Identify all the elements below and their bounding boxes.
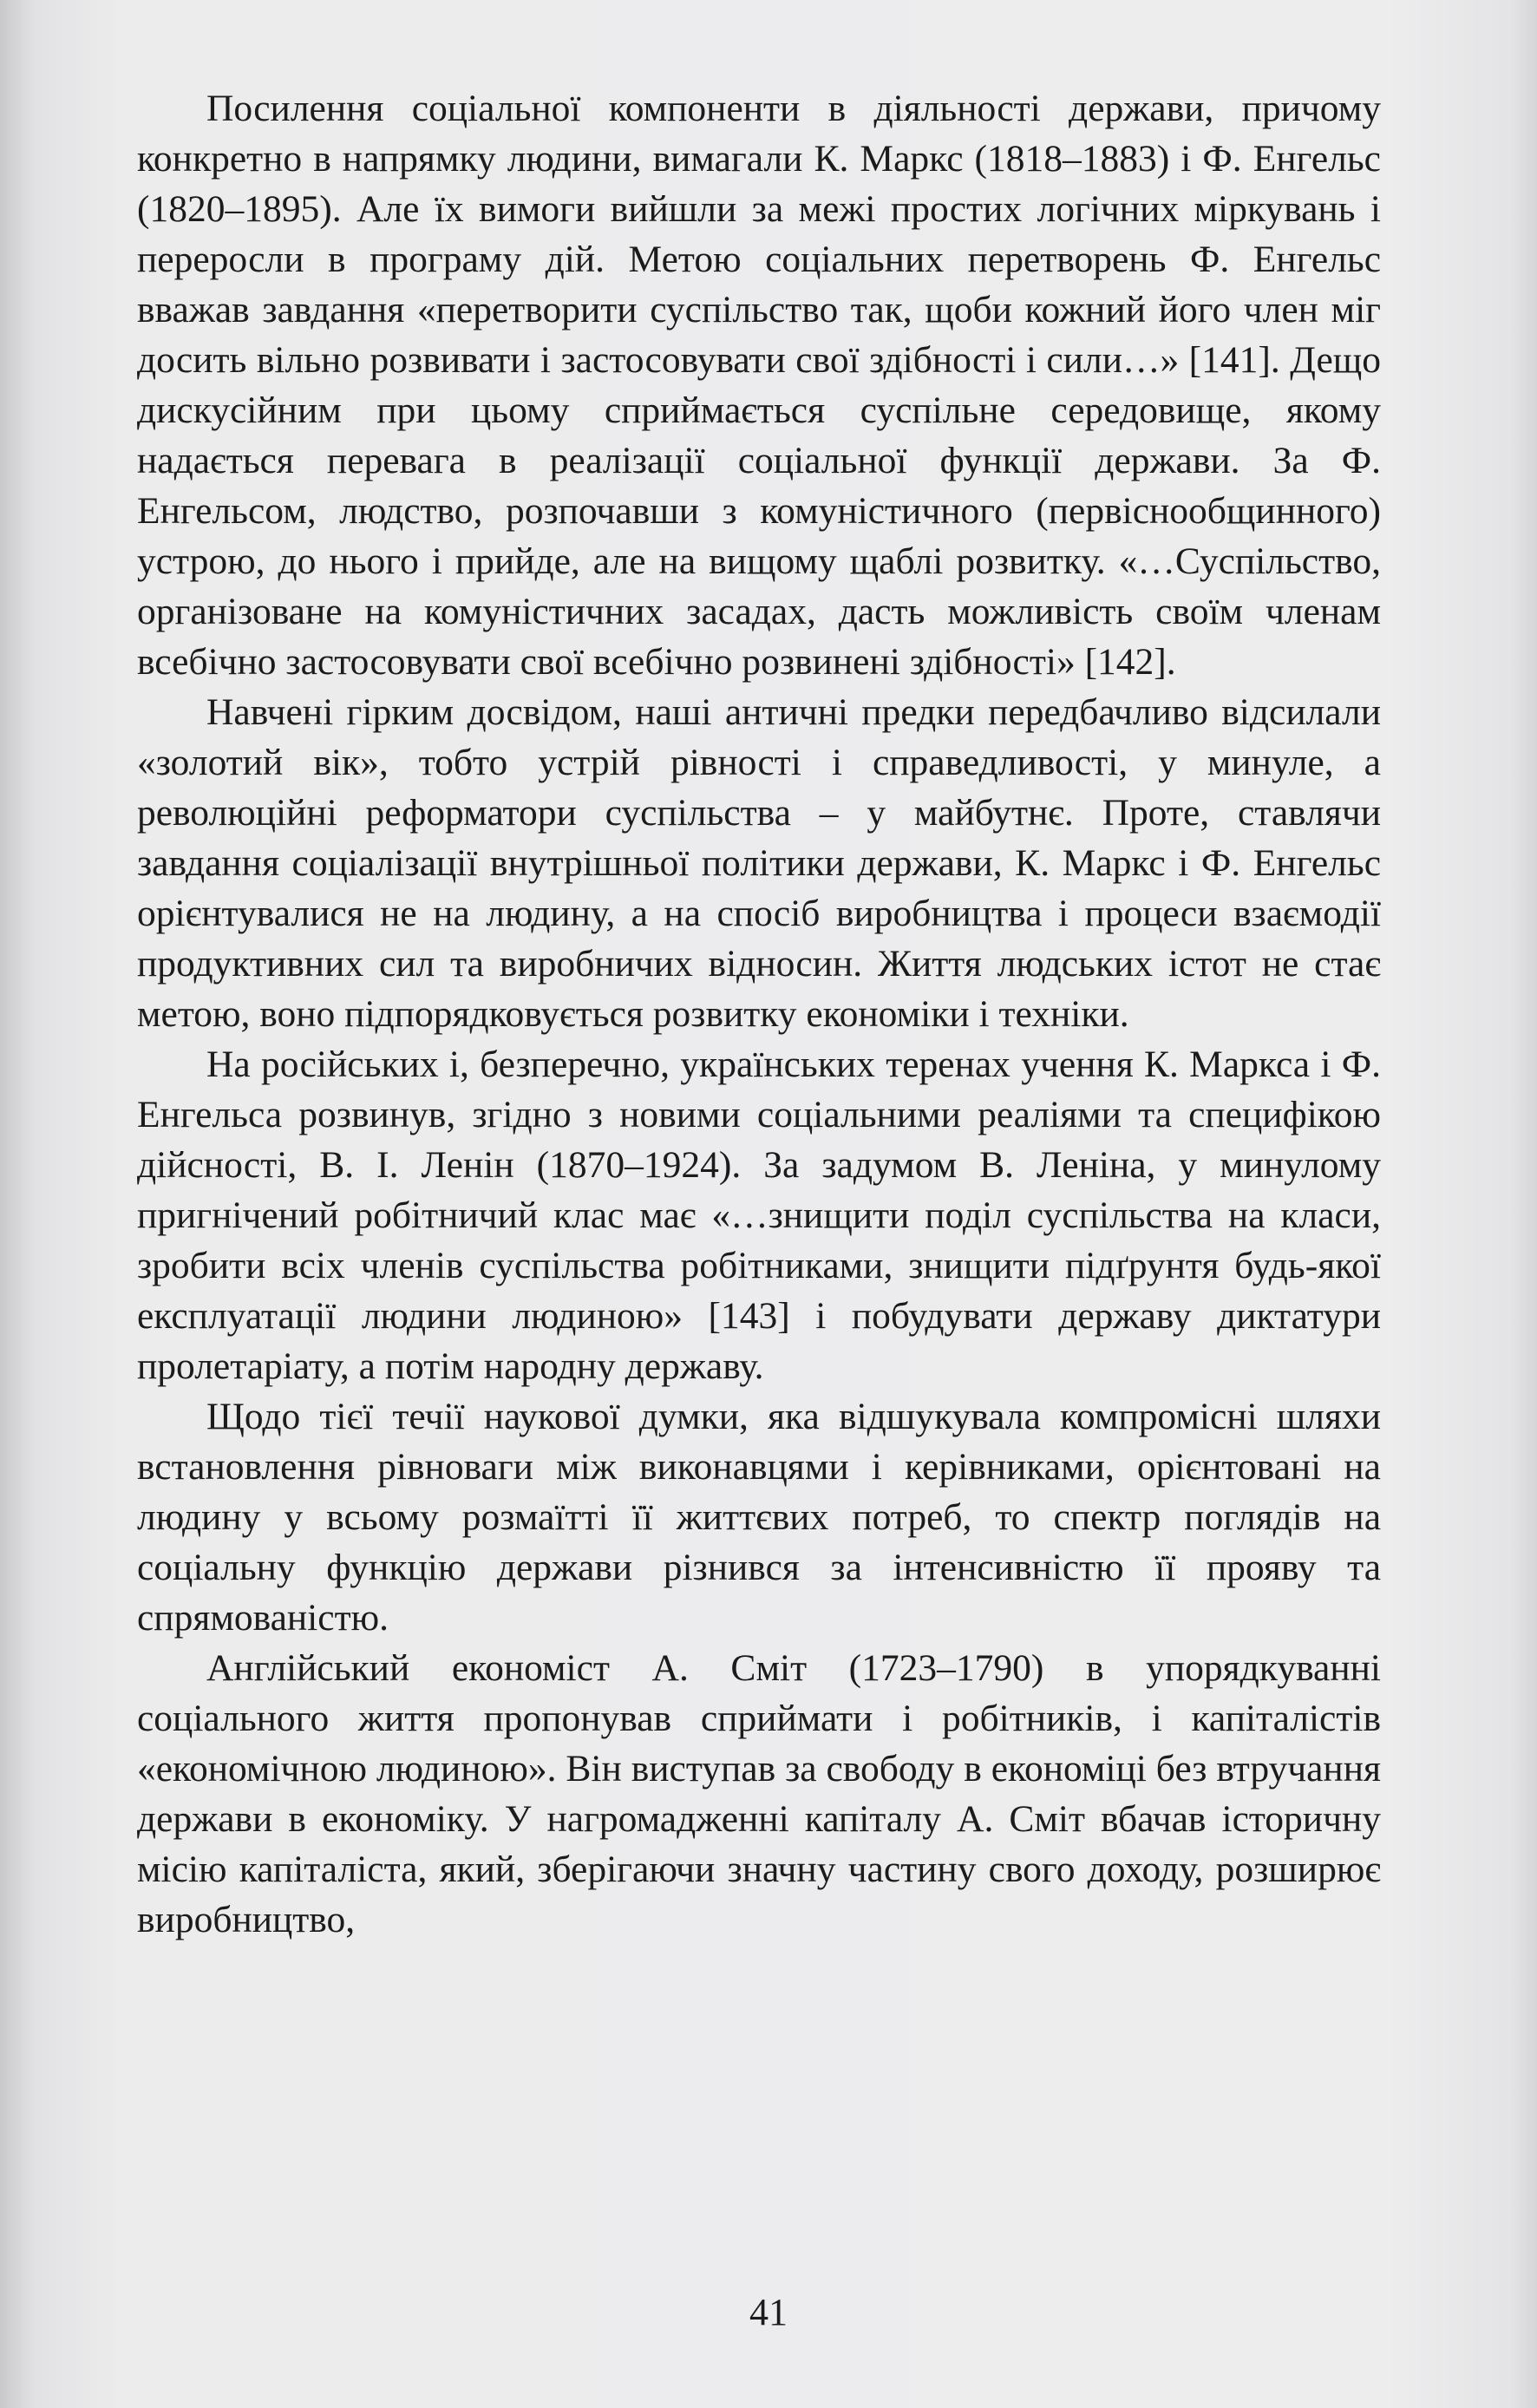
body-text [137,83,1381,1945]
paragraph: На російських і, безперечно, українських теренах учення К. Маркса і Ф. Енгельса розвинув, згідно з новими соціальними реаліями та специфікою дійсності, В. І. Ленін (1870–1924). За задумом В. Леніна, у минулому пригнічений робітничий клас має «…знищити поділ суспільства на класи, зробити всіх членів суспільства робітниками, знищити підґрунтя будь-якої експлуатації людини людиною» [143] і побудувати державу диктатури пролетаріату, а потім народну державу. [137,1044,1381,1387]
paragraph: Навчені гірким досвідом, наші античні предки передбачливо відсилали «золотий вік», тобто устрій рівності і справедливості, у минуле, а революційні реформатори суспільства – у майбутнє. Проте, ставлячи завдання соціалізації внутрішньої політики держави, К. Маркс і Ф. Енгельс орієнтувалися не на людину, а на спосіб виробництва і процеси взаємодії продуктивних сил та виробничих відносин. Життя людських істот не стає метою, воно підпорядковується розвитку економіки і техніки. [137,691,1381,1035]
paragraph: Посилення соціальної компоненти в діяльності держави, причому конкретно в напрямку людини, вимагали К. Маркс (1818–1883) і Ф. Енгельс (1820–1895). Але їх вимоги вийшли за межі простих логічних міркувань і переросли в програму дій. Метою соціальних перетворень Ф. Енгельс вважав завдання «перетворити суспільство так, щоби кожний його член міг досить вільно розвивати і застосовувати свої здібності і сили…» [141]. Дещо дискусійним при цьому сприймається суспільне середовище, якому надається перевага в реалізації соціальної функції держави. За Ф. Енгельсом, людство, розпочавши з комуністичного (первіснообщинного) устрою, до нього і прийде, але на вищому щаблі розвитку. «…Суспільство, організоване на комуністичних засадах, дасть можливість своїм членам всебічно застосовувати свої всебічно розвинені здібності» [142]. [137,88,1381,683]
paragraph: Щодо тієї течії наукової думки, яка відшукувала компромісні шляхи встановлення рівноваги між виконавцями і керівниками, орієнтовані на людину у всьому розмаїтті її життєвих потреб, то спектр поглядів на соціальну функцію держави різнився за інтенсивністю її прояву та спрямованістю. [137,1396,1381,1639]
page-number: 41 [749,2291,788,2333]
paragraph: Англійський економіст А. Сміт (1723–1790) в упорядкуванні соціального життя пропонував сприймати і робітників, і капіталістів «економічною людиною». Він виступав за свободу в економіці без втручання держави в економіку. У нагромадженні капіталу А. Сміт вбачав історичну місію капіталіста, який, зберігаючи значну частину свого доходу, розширює виробництво, [137,1647,1381,1940]
